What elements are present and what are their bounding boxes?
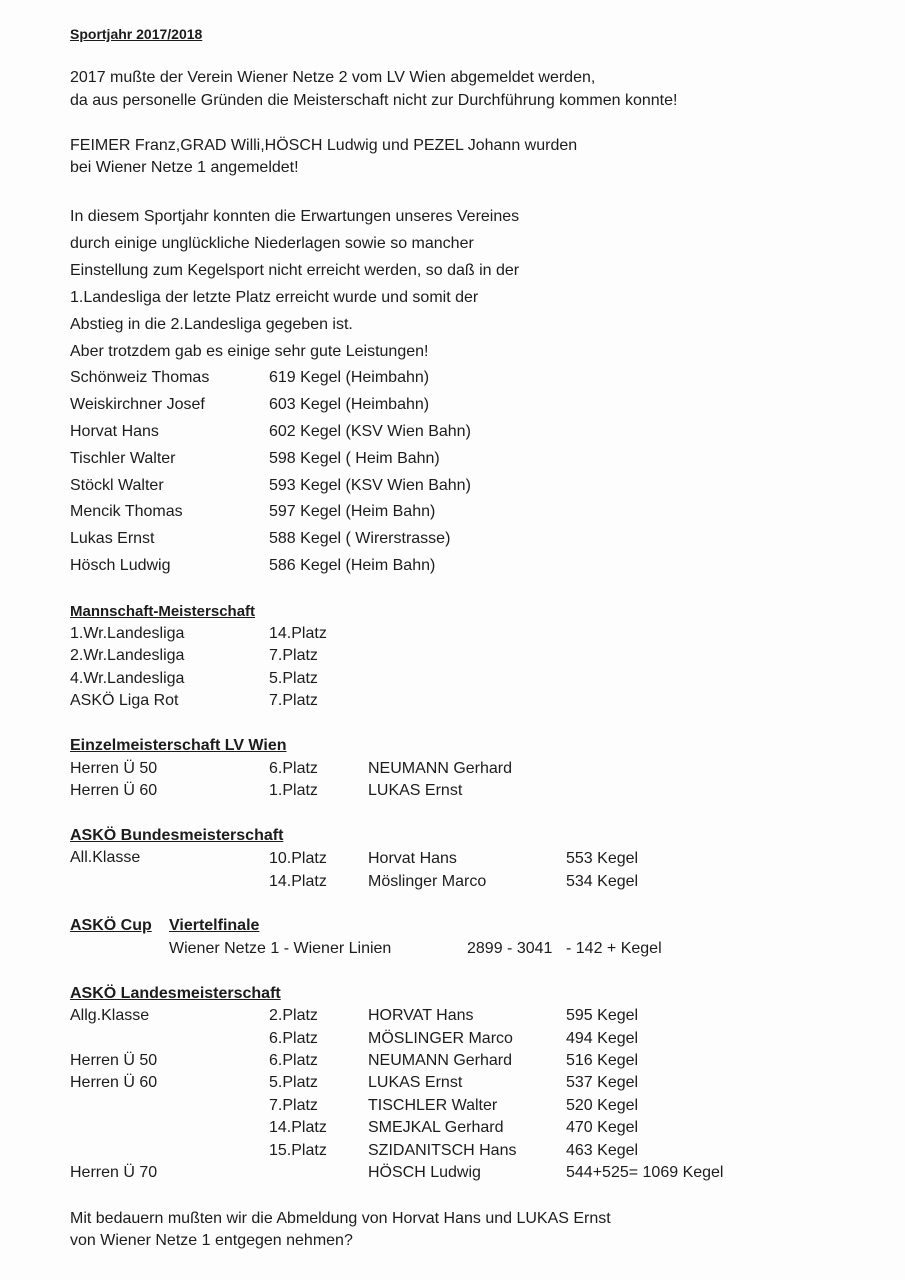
state-name: TISCHLER Walter <box>368 1097 498 1114</box>
performance-result: 602 Kegel (KSV Wien Bahn) <box>269 423 471 440</box>
federal-name: Möslinger Marco <box>368 873 487 890</box>
single-place: 6.Platz <box>269 760 318 777</box>
intro-line: Abstieg in die 2.Landesliga gegeben ist. <box>70 316 353 333</box>
section-heading-federal: ASKÖ Bundesmeisterschaft <box>70 827 284 844</box>
state-score: 463 Kegel <box>566 1142 639 1159</box>
state-score: 494 Kegel <box>566 1030 639 1047</box>
performance-name: Horvat Hans <box>70 423 159 440</box>
state-name: SZIDANITSCH Hans <box>368 1142 517 1159</box>
federal-place: 10.Platz <box>269 850 327 867</box>
performance-result: 619 Kegel (Heimbahn) <box>269 369 430 386</box>
state-class: Herren Ü 50 <box>70 1052 158 1069</box>
single-name: LUKAS Ernst <box>368 782 463 799</box>
performance-result: 593 Kegel (KSV Wien Bahn) <box>269 477 471 494</box>
state-class: Herren Ü 70 <box>70 1164 158 1181</box>
federal-place: 14.Platz <box>269 873 327 890</box>
federal-class: All.Klasse <box>70 849 141 866</box>
state-place: 5.Platz <box>269 1074 318 1091</box>
closing-line: von Wiener Netze 1 entgegen nehmen? <box>70 1232 353 1249</box>
document-title: Sportjahr 2017/2018 <box>70 26 203 42</box>
federal-name: Horvat Hans <box>368 850 457 867</box>
team-league: 4.Wr.Landesliga <box>70 670 185 687</box>
performance-result: 598 Kegel ( Heim Bahn) <box>269 450 440 467</box>
federal-score: 534 Kegel <box>566 873 639 890</box>
intro-line: FEIMER Franz,GRAD Willi,HÖSCH Ludwig und PEZEL Johann wurden <box>70 137 578 154</box>
team-league: ASKÖ Liga Rot <box>70 692 179 709</box>
section-heading-cup: ASKÖ Cup <box>70 917 152 934</box>
performance-result: 586 Kegel (Heim Bahn) <box>269 557 436 574</box>
state-name: HORVAT Hans <box>368 1007 474 1024</box>
intro-line: durch einige unglückliche Niederlagen sowie so mancher <box>70 235 474 252</box>
intro-line: 2017 mußte der Verein Wiener Netze 2 vom LV Wien abgemeldet werden, <box>70 69 596 86</box>
single-place: 1.Platz <box>269 782 318 799</box>
intro-line: da aus personelle Gründen die Meisterschaft nicht zur Durchführung kommen konnte! <box>70 92 678 109</box>
performance-name: Tischler Walter <box>70 450 176 467</box>
performance-result: 603 Kegel (Heimbahn) <box>269 396 430 413</box>
state-name: LUKAS Ernst <box>368 1074 463 1091</box>
team-place: 7.Platz <box>269 647 318 664</box>
state-score: 595 Kegel <box>566 1007 639 1024</box>
cup-diff: - 142 + Kegel <box>566 940 662 957</box>
team-place: 14.Platz <box>269 625 327 642</box>
intro-line: bei Wiener Netze 1 angemeldet! <box>70 159 299 176</box>
performance-result: 597 Kegel (Heim Bahn) <box>269 503 436 520</box>
state-name: NEUMANN Gerhard <box>368 1052 513 1069</box>
performance-name: Weiskirchner Josef <box>70 396 205 413</box>
state-place: 15.Platz <box>269 1142 327 1159</box>
state-score: 516 Kegel <box>566 1052 639 1069</box>
team-place: 5.Platz <box>269 670 318 687</box>
performance-name: Lukas Ernst <box>70 530 155 547</box>
intro-line: Einstellung zum Kegelsport nicht erreicht werden, so daß in der <box>70 262 520 279</box>
state-name: SMEJKAL Gerhard <box>368 1119 504 1136</box>
state-place: 14.Platz <box>269 1119 327 1136</box>
state-score: 537 Kegel <box>566 1074 639 1091</box>
state-score: 470 Kegel <box>566 1119 639 1136</box>
performance-name: Stöckl Walter <box>70 477 164 494</box>
state-class: Herren Ü 60 <box>70 1074 158 1091</box>
state-place: 7.Platz <box>269 1097 318 1114</box>
section-heading-single: Einzelmeisterschaft LV Wien <box>70 737 287 754</box>
federal-score: 553 Kegel <box>566 850 639 867</box>
team-league: 2.Wr.Landesliga <box>70 647 185 664</box>
state-place: 6.Platz <box>269 1052 318 1069</box>
single-class: Herren Ü 50 <box>70 760 158 777</box>
single-name: NEUMANN Gerhard <box>368 760 513 777</box>
cup-match: Wiener Netze 1 - Wiener Linien <box>169 940 392 957</box>
team-league: 1.Wr.Landesliga <box>70 625 185 642</box>
cup-round: Viertelfinale <box>169 917 260 934</box>
intro-line: Aber trotzdem gab es einige sehr gute Leistungen! <box>70 343 429 360</box>
state-name: MÖSLINGER Marco <box>368 1030 513 1047</box>
state-name: HÖSCH Ludwig <box>368 1164 481 1181</box>
closing-line: Mit bedauern mußten wir die Abmeldung von Horvat Hans und LUKAS Ernst <box>70 1210 611 1227</box>
section-heading-team: Mannschaft-Meisterschaft <box>70 603 256 620</box>
single-class: Herren Ü 60 <box>70 782 158 799</box>
section-heading-state: ASKÖ Landesmeisterschaft <box>70 985 281 1002</box>
performance-name: Mencik Thomas <box>70 503 183 520</box>
performance-name: Schönweiz Thomas <box>70 369 210 386</box>
team-place: 7.Platz <box>269 692 318 709</box>
performance-name: Hösch Ludwig <box>70 557 171 574</box>
state-class: Allg.Klasse <box>70 1007 150 1024</box>
state-score: 544+525= 1069 Kegel <box>566 1164 724 1181</box>
performance-result: 588 Kegel ( Wirerstrasse) <box>269 530 451 547</box>
state-place: 2.Platz <box>269 1007 318 1024</box>
cup-score: 2899 - 3041 <box>467 940 553 957</box>
intro-line: In diesem Sportjahr konnten die Erwartungen unseres Vereines <box>70 208 520 225</box>
state-place: 6.Platz <box>269 1030 318 1047</box>
intro-line: 1.Landesliga der letzte Platz erreicht wurde und somit der <box>70 289 479 306</box>
state-score: 520 Kegel <box>566 1097 639 1114</box>
